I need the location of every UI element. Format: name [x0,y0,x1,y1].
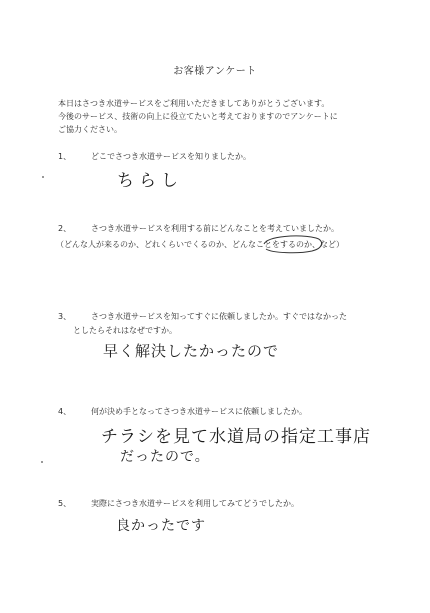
intro-line: ご協力ください。 [58,125,122,134]
question-text: 何が決め手となってさつき水道サービスに依頼しましたか。 [91,407,307,416]
question-text: さつき水道サービスを利用する前にどんなことを考えていましたか。 [91,224,339,233]
handwritten-answer-3: 早く解決したかったので [103,342,280,360]
question-number: 1、 [58,152,72,161]
question-text: 実際にさつき水道サービスを利用してみてどうでしたか。 [91,499,299,508]
question-2-note: （どんな人が来るのか、どれくらいでくるのか、どんなことをするのか、など） [56,240,344,249]
question-text: どこでさつき水道サービスを知りましたか。 [91,152,251,161]
question-number: 3、 [58,312,72,321]
handwritten-answer-4-line-1: チラシを見て水道局の指定工事店 [101,427,371,447]
stray-mark [41,461,43,463]
intro-line: 今後のサービス、技術の向上に役立てたいと考えておりますのでアンケートに [58,112,338,121]
question-number: 4、 [58,407,72,416]
question-text: さつき水道サービスを知ってすぐに依頼しましたか。すぐではなかった [91,312,347,321]
intro-paragraph [58,97,388,136]
page-title: お客様アンケート [173,66,257,77]
intro-line: 本日はさつき水道サービスをご利用いただきましてありがとうございます。 [58,99,330,108]
handwritten-circle-mark [258,232,328,254]
question-3-note: としたらそれはなぜですか。 [73,326,177,335]
handwritten-answer-1: ちらし [117,171,183,191]
stray-mark [42,176,44,178]
handwritten-answer-4-line-2: だったので。 [120,449,210,465]
handwritten-answer-5: 良かったです [116,518,206,534]
question-number: 5、 [58,499,72,508]
question-number: 2、 [58,224,72,233]
